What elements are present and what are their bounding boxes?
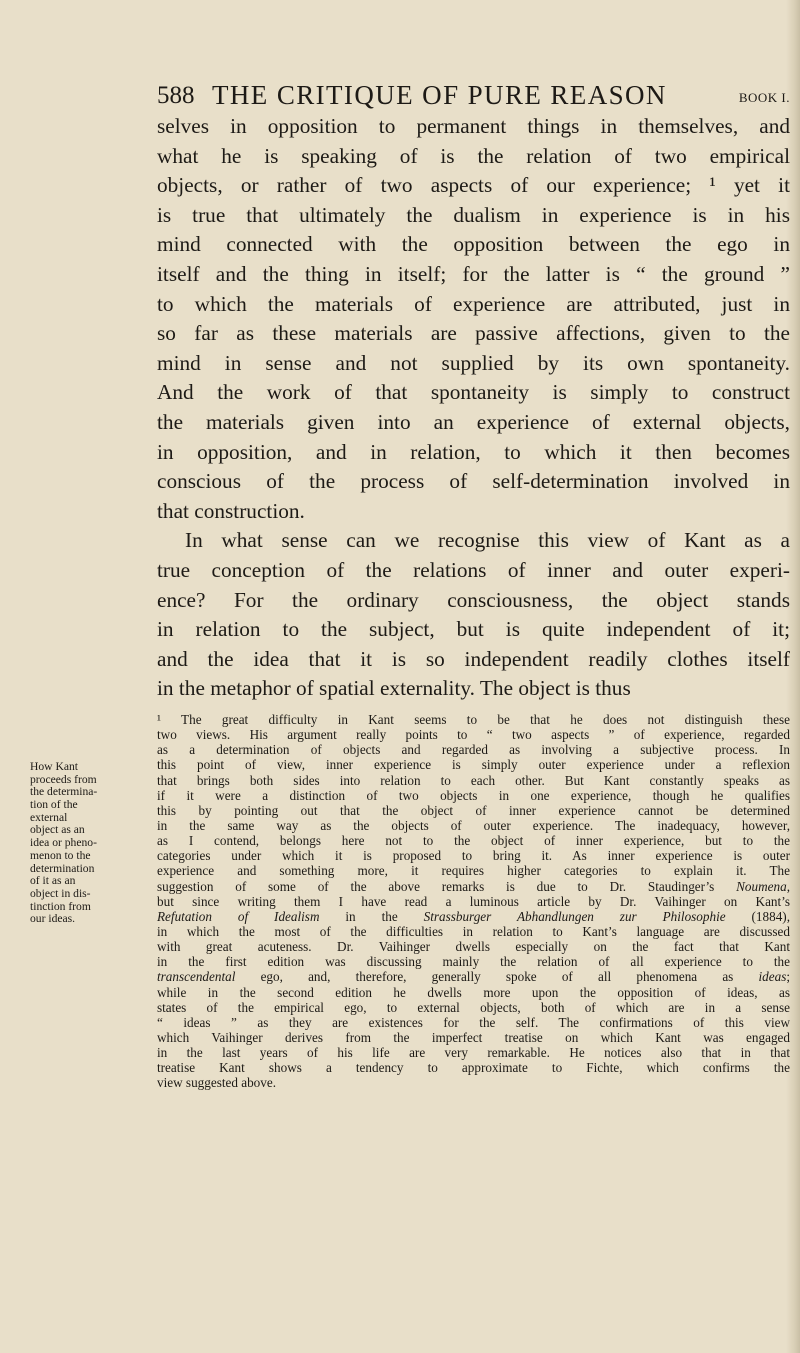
footnote-line: this by pointing out that the object of inner experience cannot be determined [157,802,790,818]
footnote-line: Refutation of Idealism in the Strassburger Abhandlungen zur Philosophie (1884), [157,908,790,924]
margin-note-line: determination [30,861,95,875]
footnote-line: transcendental ego, and, therefore, generally spoke of all phenomena as ideas; [157,969,790,985]
footnote-line: as I contend, belongs here not to the object of inner experience, but to the [157,833,790,849]
footnote-line: view suggested above. [157,1075,277,1091]
footnote-line: but since writing them I have read a luminous article by Dr. Vaihinger on Kant’s [157,893,790,909]
footnote-line: as a determination of objects and regarded as involving a subjective process. In [157,742,790,758]
body-line: is true that ultimately the dualism in experience is in his [157,202,790,227]
body-line: mind in sense and not supplied by its own spontaneity. [157,350,790,375]
footnote-line: in which the most of the difficulties in relation to Kant’s language are discussed [157,923,790,939]
footnote-line: that brings both sides into relation to each other. But Kant constantly speaks as [157,772,790,788]
footnote-line: two views. His argument really points to “ two aspects ” of experience, regarded [157,727,790,743]
footnote-line: in the last years of his life are very remarkable. He notices also that in that [157,1045,790,1061]
margin-note-line: the determina- [30,785,98,799]
margin-note-line: external [30,810,68,824]
body-line: selves in opposition to permanent things in themselves, and [157,114,790,138]
margin-note-line: of it as an [30,874,76,888]
footnote-line: while in the second edition he dwells more upon the opposition of ideas, as [157,984,790,1000]
main-text [157,112,790,704]
body-line: and the idea that it is so independent readily clothes itself [157,646,790,671]
footnote-line: categories under which it is proposed to bring it. As inner experience is outer [157,848,790,864]
footnote-line: “ ideas ” as they are existences for the self. The confirmations of this view [157,1014,790,1030]
margin-note-line: object in dis- [30,886,91,900]
body-line: mind connected with the opposition between the ego in [157,232,790,257]
page-number: 588 [157,82,195,109]
footnote-line: experience and something more, it requires higher categories to explain it. The [157,863,790,879]
body-line: in opposition, and in relation, to which it then becomes [157,439,790,464]
footnote-line: treatise Kant shows a tendency to approximate to Fichte, which confirms the [157,1060,790,1076]
footnote-line: ¹ The great difficulty in Kant seems to be that he does not distinguish these [157,712,790,727]
footnote-line: this point of view, inner experience is simply outer experience under a reflexion [157,757,790,773]
running-header [157,80,790,112]
body-line: objects, or rather of two aspects of our experience; ¹ yet it [157,173,790,198]
footnote-line: which Vaihinger derives from the imperfect treatise on which Kant was engaged [157,1029,790,1045]
body-line: that construction. [157,498,305,523]
body-line: to which the materials of experience are attributed, just in [157,291,790,316]
body-line: And the work of that spontaneity is simply to construct [157,380,790,405]
body-line: true conception of the relations of inner and outer experi- [157,557,790,582]
body-line: the materials given into an experience of external objects, [157,409,790,434]
margin-note-line: menon to the [30,848,91,862]
footnote-line: in the same way as the objects of outer experience. The inadequacy, however, [157,817,790,833]
footnote-line: with great acuteness. Dr. Vaihinger dwells especially on the fact that Kant [157,939,790,955]
footnote-line: in the first edition was discussing mainly the relation of all experience to the [157,954,790,970]
margin-note-line: our ideas. [30,912,76,926]
body-line: in the metaphor of spatial externality. The object is thus [157,676,631,701]
body-line: what he is speaking of is the relation of two empirical [157,143,790,168]
footnote-line: states of the empirical ego, to external objects, both of which are in a sense [157,999,790,1015]
footnote [157,712,790,1091]
body-line: so far as these materials are passive affections, given to the [157,321,790,346]
running-title: THE CRITIQUE OF PURE REASON [212,80,667,110]
margin-note-line: tinction from [30,899,91,913]
margin-note [30,761,145,926]
body-line: in relation to the subject, but is quite independent of it; [157,617,790,642]
margin-note-line: object as an [30,823,85,837]
body-line: conscious of the process of self-determination involved in [157,469,790,494]
body-line: In what sense can we recognise this view of Kant as a [185,528,790,553]
book-label: BOOK I. [738,90,790,105]
margin-note-line: tion of the [30,798,78,812]
footnote-line: if it were a distinction of two objects in one experience, though he qualifies [157,787,790,803]
body-line: itself and the thing in itself; for the latter is “ the ground ” [157,261,790,286]
margin-note-line: proceeds from [30,772,97,786]
body-line: ence? For the ordinary consciousness, the object stands [157,587,790,612]
footnote-line: suggestion of some of the above remarks is due to Dr. Staudinger’s Noumena, [157,878,790,894]
margin-note-line: idea or pheno- [30,836,97,850]
margin-note-line: How Kant [30,760,78,773]
